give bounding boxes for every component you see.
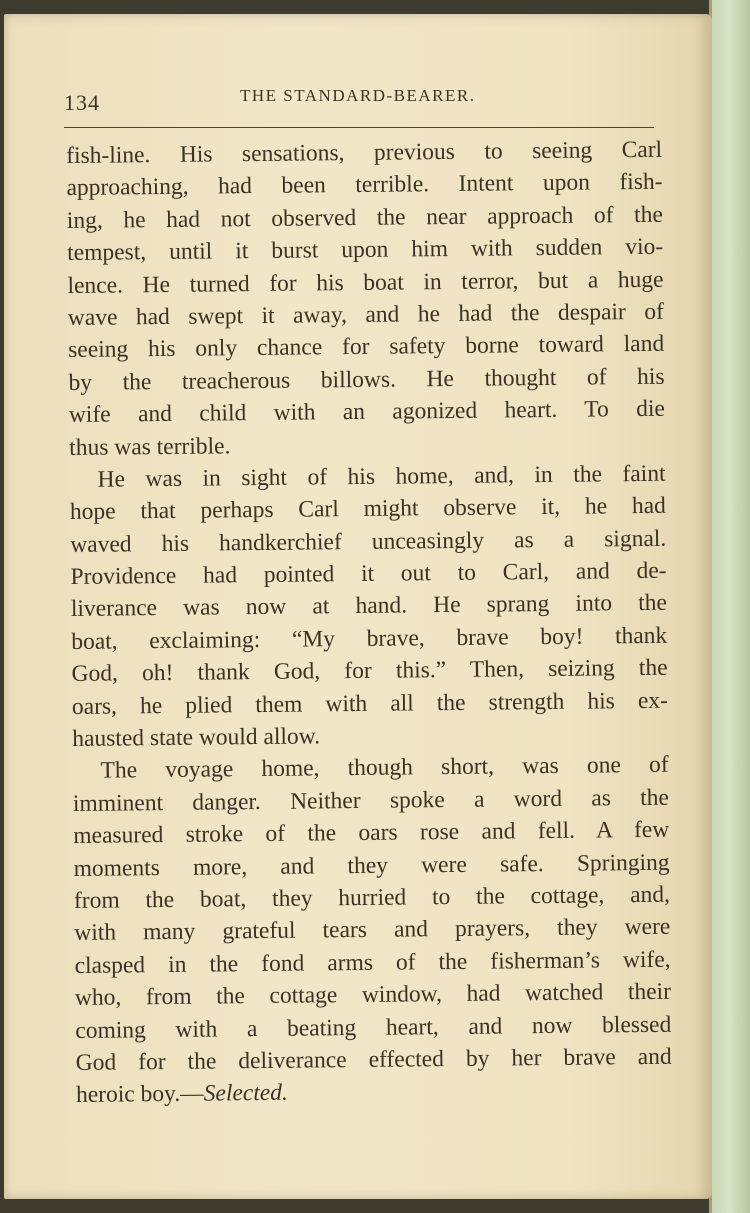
book-cover-edge bbox=[709, 0, 750, 1213]
text-line: thus was terrible. bbox=[69, 432, 231, 461]
page-header bbox=[64, 84, 656, 124]
text-line: wife and child with an agonized heart. To die bbox=[68, 395, 665, 429]
text-line: boat, exclaiming: “My brave, brave boy! thank bbox=[71, 622, 668, 655]
text-line: Providence had pointed it out to Carl, and de- bbox=[70, 557, 667, 591]
text-line: by the treacherous billows. He thought of his bbox=[68, 363, 665, 396]
paragraph-1 bbox=[66, 134, 665, 464]
text-line: tempest, until it burst upon him with sudden vio- bbox=[67, 233, 664, 267]
text-line: hope that perhaps Carl might observe it, he had bbox=[69, 493, 667, 526]
body-text bbox=[66, 134, 672, 1112]
running-head: THE STANDARD-BEARER. bbox=[240, 86, 476, 105]
paragraph-2 bbox=[69, 458, 668, 756]
text-line: liverance was now at hand. He sprang into the bbox=[70, 590, 668, 623]
text-line: clasped in the fond arms of the fisherman’s wife, bbox=[74, 946, 671, 979]
text-line: seeing his only chance for safety borne toward land bbox=[68, 331, 665, 364]
text-line: ing, he had not observed the near approach of the bbox=[66, 201, 663, 234]
text-line: The voyage home, though short, was one of bbox=[100, 752, 669, 785]
header-rule bbox=[64, 127, 654, 128]
text-line: approaching, had been terrible. Intent upon fish- bbox=[66, 169, 663, 202]
text-line: God, oh! thank God, for this.” Then, seizing the bbox=[71, 654, 668, 688]
final-line-text: heroic boy.— bbox=[75, 1080, 204, 1109]
final-line bbox=[76, 1073, 672, 1112]
text-line: lence. He turned for his boat in terror, but a huge bbox=[67, 266, 664, 299]
text-line: God for the deliverance effected by her brave and bbox=[75, 1043, 672, 1076]
text-line: fish-line. His sensations, previous to seeing Carl bbox=[66, 136, 663, 169]
text-line: who, from the cottage window, had watched their bbox=[74, 978, 672, 1012]
text-line: wave had swept it away, and he had the despair of bbox=[67, 298, 664, 331]
text-line: imminent danger. Neither spoke a word as the bbox=[72, 784, 670, 817]
text-line: hausted state would allow. bbox=[72, 723, 321, 752]
text-line: from the boat, they hurried to the cottage, and, bbox=[73, 881, 671, 914]
text-line: with many grateful tears and prayers, they were bbox=[74, 914, 671, 947]
attribution: Selected. bbox=[203, 1080, 288, 1107]
text-line: oars, he plied them with all the strength his ex- bbox=[71, 687, 669, 720]
text-line: moments more, and they were safe. Springing bbox=[73, 849, 670, 882]
text-line: measured stroke of the oars rose and fell. A few bbox=[73, 816, 670, 850]
text-line: He was in sight of his home, and, in the faint bbox=[97, 460, 666, 493]
page-number: 134 bbox=[64, 90, 100, 115]
paragraph-3 bbox=[72, 749, 672, 1112]
text-line: coming with a beating heart, and now blessed bbox=[75, 1011, 672, 1044]
text-line: waved his handkerchief unceasingly as a signal. bbox=[70, 525, 667, 558]
